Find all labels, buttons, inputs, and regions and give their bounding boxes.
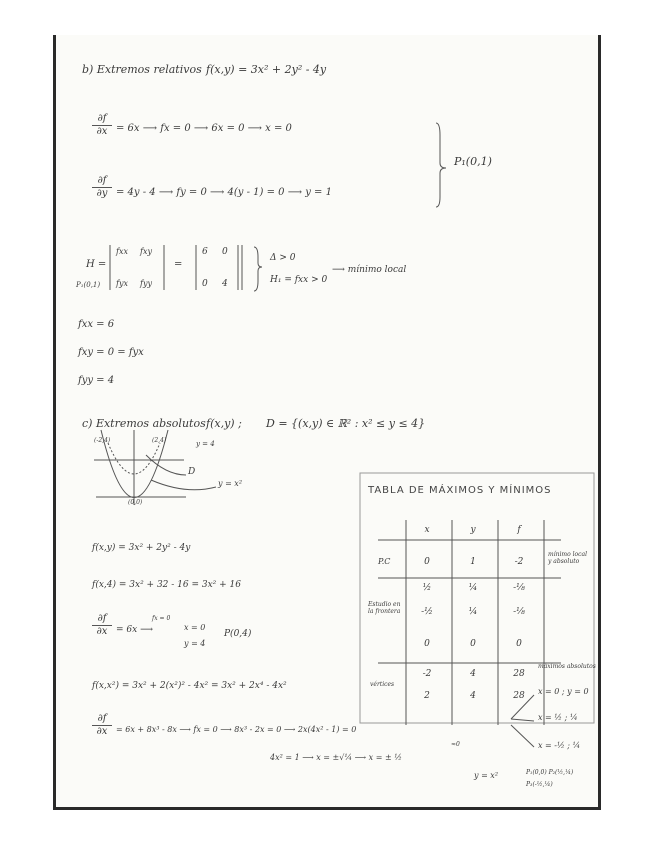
conclusion-min-local: ⟶ mínimo local [332, 265, 407, 275]
table-cell: 4 [470, 691, 476, 701]
table-note-max: máximos absolutos [538, 663, 596, 670]
fxy-value: fxy = 0 = fyx [78, 347, 144, 358]
condition-h1: H₁ = fxx > 0 [270, 275, 328, 285]
solution-1: x = 0 ; y = 0 [538, 687, 589, 696]
hessian-equals: = [174, 259, 183, 270]
graph-origin-label: (0,0) [128, 499, 143, 506]
hessian-fxx: fxx [116, 247, 128, 256]
partial-x3-fraction [92, 713, 112, 738]
graph-curve-label: y = x² [218, 479, 243, 488]
critical-point: P₁(0,1) [454, 155, 492, 168]
table-cell: 2 [424, 691, 430, 701]
hessian-val-21: 0 [202, 279, 208, 289]
graph-left-point: (-2,4) [94, 437, 111, 444]
bottom-points: P₁(0,0) P₂(½,¼) [526, 769, 574, 776]
solution-3: x = -½ ; ¼ [538, 741, 581, 750]
hessian-val-11: 6 [202, 247, 208, 257]
solution-2: x = ½ ; ¼ [538, 713, 578, 722]
eq6-solution: 4x² = 1 ⟶ x = ±√¼ ⟶ x = ± ½ [270, 753, 402, 762]
table-header-y: y [470, 525, 476, 535]
table-header-f: f [517, 525, 521, 535]
table-title: TABLA DE MÁXIMOS Y MÍNIMOS [368, 485, 552, 496]
table-cell: 1 [470, 557, 476, 567]
eq3-y-result: y = 4 [184, 639, 206, 648]
eq3-arrow-label: fx = 0 [152, 615, 171, 622]
frac-numerator: ∂f [92, 113, 112, 126]
hessian-fxy: fxy [140, 247, 152, 256]
table-group-pc: P.C [378, 557, 391, 566]
eq3-x-result: x = 0 [184, 623, 206, 632]
table-cell: 0 [470, 639, 476, 649]
table-cell: 4 [470, 669, 476, 679]
hessian-subscript: P₁(0,1) [76, 281, 101, 289]
frac-numerator: ∂f [92, 175, 112, 188]
table-cell: 0 [424, 639, 430, 649]
eq3-point: P(0,4) [224, 629, 252, 639]
hessian-val-12: 0 [222, 247, 228, 257]
notebook-page [53, 35, 601, 810]
bottom-points-2: P₃(-½,¼) [526, 781, 553, 788]
table-cell: 0 [424, 557, 430, 567]
partial-y-fraction [92, 175, 112, 200]
condition-delta: Δ > 0 [270, 253, 296, 263]
partial-x2-fraction [92, 613, 112, 638]
hessian-fyx: fyx [116, 279, 128, 288]
fyy-value: fyy = 4 [78, 375, 115, 386]
table-cell: 28 [513, 691, 525, 701]
table-cell: -⅛ [513, 607, 525, 617]
eq-f-xy: f(x,y) = 3x² + 2y² - 4y [92, 543, 191, 553]
section-b-function: f(x,y) = 3x² + 2y² - 4y [206, 63, 327, 76]
graph-line-label: y = 4 [196, 440, 215, 448]
table-cell: ¼ [468, 607, 478, 617]
table-cell: 28 [513, 669, 525, 679]
table-cell: -⅛ [513, 583, 525, 593]
section-c-domain: D = {(x,y) ∈ ℝ² : x² ≤ y ≤ 4} [266, 417, 426, 430]
hessian-fyy: fyy [140, 279, 152, 288]
eq5-under: ≈0 [451, 741, 460, 748]
table-cell: ½ [422, 583, 432, 593]
fxx-value: fxx = 6 [78, 319, 115, 330]
table-cell: -½ [421, 607, 433, 617]
hessian-label: H = [86, 259, 107, 270]
eq-f-x-x2: f(x,x²) = 3x² + 2(x²)² - 4x² = 3x² + 2x⁴ - 4x² [92, 681, 287, 691]
frac-numerator: ∂f [92, 713, 112, 726]
frac-denominator: ∂x [96, 626, 108, 637]
partial-y-chain: = 4y - 4 ⟶ fy = 0 ⟶ 4(y - 1) = 0 ⟶ y = 1 [116, 187, 332, 198]
eq3-derivative: = 6x ⟶ [116, 625, 153, 635]
graph-region-label: D [188, 467, 196, 477]
table-group-vertices: vértices [370, 681, 395, 688]
table-cell: ¼ [468, 583, 478, 593]
bottom-curve-eq: y = x² [474, 771, 499, 780]
section-c-title: c) Extremos absolutos [82, 417, 206, 430]
table-cell: 0 [516, 639, 522, 649]
section-b-title: b) Extremos relativos [82, 63, 202, 76]
table-cell: -2 [422, 669, 432, 679]
partial-x-fraction [92, 113, 112, 138]
table-note-min: mínimo local y absoluto [548, 551, 587, 565]
frac-denominator: ∂x [96, 126, 108, 137]
frac-denominator: ∂y [96, 188, 108, 199]
partial-x-chain: = 6x ⟶ fx = 0 ⟶ 6x = 0 ⟶ x = 0 [116, 123, 292, 134]
table-cell: -2 [514, 557, 524, 567]
eq-f-x4: f(x,4) = 3x² + 32 - 16 = 3x² + 16 [92, 580, 242, 590]
eq5-chain: = 6x + 8x³ - 8x ⟶ fx = 0 ⟶ 8x³ - 2x = 0 ⟶ 2x(4x² - 1) = 0 [116, 725, 357, 734]
frac-denominator: ∂x [96, 726, 108, 737]
section-c-function: f(x,y) ; [206, 417, 242, 430]
frac-numerator: ∂f [92, 613, 112, 626]
table-header-x: x [424, 525, 430, 535]
table-group-frontier: Estudio en la frontera [368, 601, 401, 615]
graph-right-point: (2,4) [152, 437, 167, 444]
hessian-val-22: 4 [222, 279, 228, 289]
